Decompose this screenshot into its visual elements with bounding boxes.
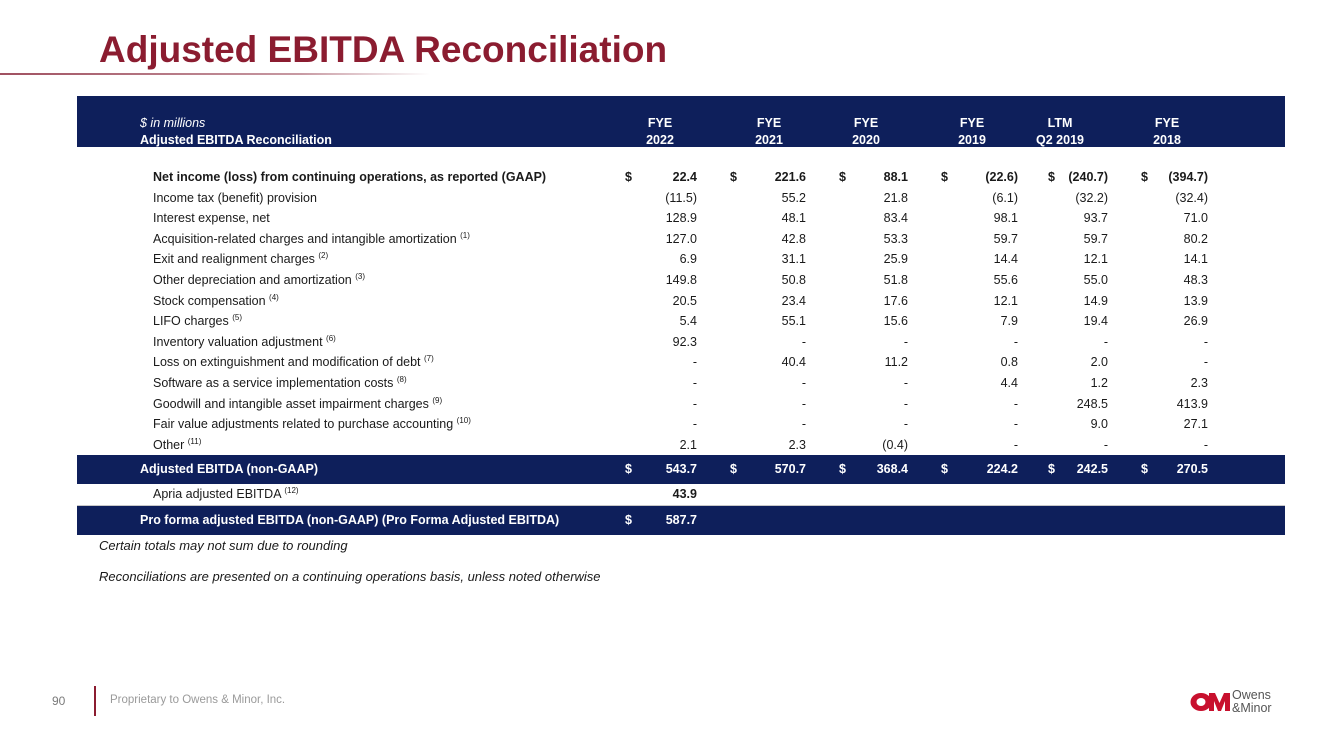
- table-cell-value: 92.3: [672, 334, 697, 349]
- table-row: [77, 249, 1285, 270]
- footnote-ref: (6): [326, 333, 336, 343]
- column-header-period: LTM: [1047, 116, 1073, 130]
- footnote-ref: (11): [187, 436, 202, 446]
- table-cell-value: -: [1203, 334, 1208, 349]
- currency-symbol: $: [941, 462, 948, 477]
- table-cell-value: -: [1203, 437, 1208, 452]
- table-header: [77, 96, 1285, 147]
- currency-symbol: $: [625, 462, 632, 477]
- table-cell-value: 15.6: [883, 314, 908, 329]
- table-cell-value: -: [1103, 437, 1108, 452]
- table-cell-value: 6.9: [679, 252, 697, 267]
- logo-word-minor: &Minor: [1232, 701, 1272, 715]
- currency-symbol: $: [1141, 462, 1148, 477]
- table-cell-value: 12.1: [1083, 252, 1108, 267]
- proforma-value: 587.7: [665, 513, 697, 528]
- footnote-ref: (4): [269, 292, 279, 302]
- table-cell-value: 14.9: [1083, 293, 1108, 308]
- table-cell-value: (240.7): [1068, 170, 1108, 184]
- table-cell-value: 14.1: [1183, 252, 1208, 267]
- table-cell-value: 20.5: [672, 293, 697, 308]
- row-label: Software as a service implementation costs $^{(8)}$: [153, 374, 407, 390]
- table-cell-value: 40.4: [781, 355, 806, 370]
- table-cell-value: 9.0: [1090, 417, 1108, 432]
- table-body: [77, 167, 1285, 455]
- table-cell-value: 242.5: [1076, 462, 1108, 477]
- table-cell-value: -: [1013, 437, 1018, 452]
- table-cell-value: 93.7: [1083, 211, 1108, 226]
- page-title: Adjusted EBITDA Reconciliation: [99, 29, 668, 70]
- page-number: 90: [52, 694, 66, 708]
- table-cell-value: -: [692, 417, 697, 432]
- table-cell-value: 71.0: [1183, 211, 1208, 226]
- column-header-year: 2019: [958, 133, 986, 147]
- table-cell-value: 19.4: [1083, 314, 1108, 329]
- table-cell-value: -: [692, 396, 697, 411]
- table-cell-value: (32.4): [1175, 190, 1208, 205]
- footnote-ref: (7): [424, 354, 434, 364]
- table-row: [77, 435, 1285, 456]
- table-cell-value: 5.4: [679, 314, 697, 329]
- title-underline: [0, 73, 430, 75]
- table-cell-value: -: [903, 396, 908, 411]
- table-cell-value: 248.5: [1076, 396, 1108, 411]
- table-row: [77, 414, 1285, 435]
- header-label: Adjusted EBITDA Reconciliation: [140, 133, 332, 147]
- table-cell-value: 14.4: [993, 252, 1018, 267]
- note-basis: Reconciliations are presented on a continuing operations basis, unless noted otherwise: [99, 569, 601, 584]
- footnote-ref: (8): [396, 374, 407, 384]
- adjusted-ebitda-row: [77, 455, 1285, 484]
- currency-symbol: $: [1048, 462, 1055, 477]
- table-cell-value: 0.8: [1000, 355, 1018, 370]
- currency-symbol: $: [625, 513, 632, 528]
- row-label: Exit and realignment charges $^{(2)}$: [153, 251, 329, 267]
- table-cell-value: 51.8: [883, 272, 908, 287]
- currency-symbol: $: [730, 462, 737, 477]
- table-cell-value: -: [903, 334, 908, 349]
- currency-symbol: $: [1141, 170, 1148, 184]
- table-cell-value: 27.1: [1183, 417, 1208, 432]
- table-cell-value: -: [801, 334, 806, 349]
- table-cell-value: -: [692, 375, 697, 390]
- apria-row: [77, 484, 1285, 506]
- table-cell-value: 42.8: [781, 231, 806, 246]
- table-cell-value: 17.6: [883, 293, 908, 308]
- table-cell-value: 570.7: [774, 462, 806, 477]
- column-header-period: FYE: [1154, 116, 1180, 130]
- table-row: [77, 208, 1285, 229]
- currency-symbol: $: [839, 170, 846, 184]
- owens-minor-logo: [1190, 688, 1286, 718]
- currency-symbol: $: [839, 462, 846, 477]
- table-cell-value: 413.9: [1176, 396, 1208, 411]
- row-label: Stock compensation $^{(4)}$: [153, 292, 279, 308]
- row-label: LIFO charges $^{(5)}$: [153, 313, 242, 329]
- table-cell-value: 221.6: [774, 170, 806, 184]
- table-cell-value: 48.1: [781, 211, 806, 226]
- table-cell-value: 31.1: [781, 252, 806, 267]
- table-row: [77, 188, 1285, 209]
- apria-value: 43.9: [672, 487, 697, 502]
- apria-label: Apria adjusted EBITDA $^{(12)}$: [153, 486, 299, 502]
- units-label: $ in millions: [140, 116, 206, 130]
- table-cell-value: (22.6): [985, 170, 1018, 184]
- table-cell-value: -: [903, 375, 908, 390]
- table-cell-value: 149.8: [665, 272, 697, 287]
- row-label: Acquisition-related charges and intangible amortization $^{(1)}$: [153, 230, 470, 246]
- table-row: [77, 352, 1285, 373]
- table-cell-value: 127.0: [665, 231, 697, 246]
- table-cell-value: (32.2): [1075, 190, 1108, 205]
- table-cell-value: 13.9: [1183, 293, 1208, 308]
- table-cell-value: 55.2: [781, 190, 806, 205]
- table-cell-value: -: [1203, 355, 1208, 370]
- table-cell-value: -: [801, 396, 806, 411]
- table-cell-value: 1.2: [1090, 375, 1108, 390]
- table-cell-value: -: [1103, 334, 1108, 349]
- table-cell-value: 23.4: [781, 293, 806, 308]
- table-cell-value: 2.0: [1090, 355, 1108, 370]
- table-row: [77, 167, 1285, 188]
- table-cell-value: 2.3: [1190, 375, 1208, 390]
- table-cell-value: -: [1013, 417, 1018, 432]
- note-rounding: Certain totals may not sum due to rounding: [99, 538, 348, 553]
- table-cell-value: 224.2: [986, 462, 1018, 477]
- column-header-period: FYE: [959, 116, 985, 130]
- footnote-ref: (10): [456, 415, 471, 425]
- currency-symbol: $: [625, 170, 632, 184]
- proforma-ebitda-row: [77, 506, 1285, 535]
- table-cell-value: (11.5): [665, 190, 697, 205]
- row-label: Inventory valuation adjustment $^{(6)}$: [153, 333, 336, 349]
- table-cell-value: 88.1: [883, 170, 908, 184]
- table-cell-value: 2.1: [679, 437, 697, 452]
- table-cell-value: 55.0: [1083, 272, 1108, 287]
- proforma-label: Pro forma adjusted EBITDA (non-GAAP) (Pro Forma Adjusted EBITDA): [140, 513, 560, 528]
- table-cell-value: 98.1: [993, 211, 1018, 226]
- table-cell-value: 59.7: [1083, 231, 1108, 246]
- table-cell-value: 55.6: [993, 272, 1018, 287]
- table-row: [77, 394, 1285, 415]
- table-cell-value: 270.5: [1176, 462, 1208, 477]
- column-header-year: Q2 2019: [1036, 133, 1084, 147]
- column-header-year: 2022: [646, 133, 674, 147]
- adjusted-ebitda-label: Adjusted EBITDA (non-GAAP): [140, 462, 318, 477]
- table-cell-value: 11.2: [884, 355, 908, 370]
- row-label: Net income (loss) from continuing operations, as reported (GAAP): [153, 170, 547, 184]
- table-cell-value: 26.9: [1183, 314, 1208, 329]
- table-cell-value: 4.4: [1000, 375, 1018, 390]
- column-header-year: 2021: [755, 133, 783, 147]
- table-cell-value: 50.8: [781, 272, 806, 287]
- table-cell-value: 21.8: [883, 190, 908, 205]
- table-cell-value: 48.3: [1183, 272, 1208, 287]
- table-cell-value: -: [1013, 396, 1018, 411]
- column-header-period: FYE: [853, 116, 879, 130]
- row-label: Other depreciation and amortization $^{(3)}$: [153, 271, 365, 287]
- om-logo-icon: [1190, 690, 1230, 714]
- table-row: [77, 270, 1285, 291]
- table-cell-value: 12.1: [993, 293, 1018, 308]
- footnote-ref: (2): [318, 251, 329, 261]
- table-cell-value: 543.7: [665, 462, 697, 477]
- row-label: Interest expense, net: [153, 211, 270, 226]
- currency-symbol: $: [941, 170, 948, 184]
- footnote-ref: (5): [232, 313, 242, 322]
- table-row: [77, 311, 1285, 332]
- table-cell-value: (6.1): [992, 190, 1018, 205]
- row-label: Other $^{(11)}$: [153, 436, 202, 452]
- table-cell-value: -: [1013, 334, 1018, 349]
- column-header-period: FYE: [756, 116, 782, 130]
- table-cell-value: 22.4: [672, 170, 697, 184]
- row-label: Goodwill and intangible asset impairment charges $^{(9)}$: [153, 395, 443, 411]
- column-header-year: 2018: [1153, 133, 1181, 147]
- reconciliation-table: [77, 96, 1285, 535]
- table-cell-value: (394.7): [1168, 170, 1208, 184]
- footnote-ref: (1): [460, 230, 470, 240]
- footer-divider: [94, 686, 96, 716]
- table-cell-value: (0.4): [882, 437, 908, 452]
- table-cell-value: -: [692, 355, 697, 370]
- table-cell-value: 7.9: [1000, 314, 1018, 329]
- footnote-ref: (9): [432, 395, 443, 405]
- logo-word-owens: Owens: [1232, 688, 1271, 702]
- row-label: Loss on extinguishment and modification of debt $^{(7)}$: [153, 354, 434, 370]
- table-cell-value: 59.7: [993, 231, 1018, 246]
- row-label: Income tax (benefit) provision: [153, 190, 317, 205]
- table-row: [77, 291, 1285, 312]
- table-cell-value: -: [801, 417, 806, 432]
- row-label: Fair value adjustments related to purchase accounting $^{(10)}$: [153, 415, 471, 432]
- table-cell-value: 80.2: [1183, 231, 1208, 246]
- table-row: [77, 229, 1285, 250]
- footer-text: Proprietary to Owens & Minor, Inc.: [110, 694, 286, 706]
- footnote-ref: (3): [355, 271, 365, 281]
- table-cell-value: 53.3: [883, 231, 908, 246]
- column-header-year: 2020: [852, 133, 880, 147]
- table-cell-value: 128.9: [665, 211, 697, 226]
- table-cell-value: 55.1: [781, 314, 806, 329]
- table-cell-value: 368.4: [876, 462, 908, 477]
- table-cell-value: 2.3: [788, 437, 806, 452]
- table-cell-value: -: [801, 375, 806, 390]
- table-row: [77, 332, 1285, 353]
- table-cell-value: 25.9: [883, 252, 908, 267]
- table-cell-value: -: [903, 417, 908, 432]
- table-cell-value: 83.4: [883, 211, 908, 226]
- currency-symbol: $: [1048, 170, 1055, 184]
- currency-symbol: $: [730, 170, 737, 184]
- table-row: [77, 373, 1285, 394]
- column-header-period: FYE: [647, 116, 673, 130]
